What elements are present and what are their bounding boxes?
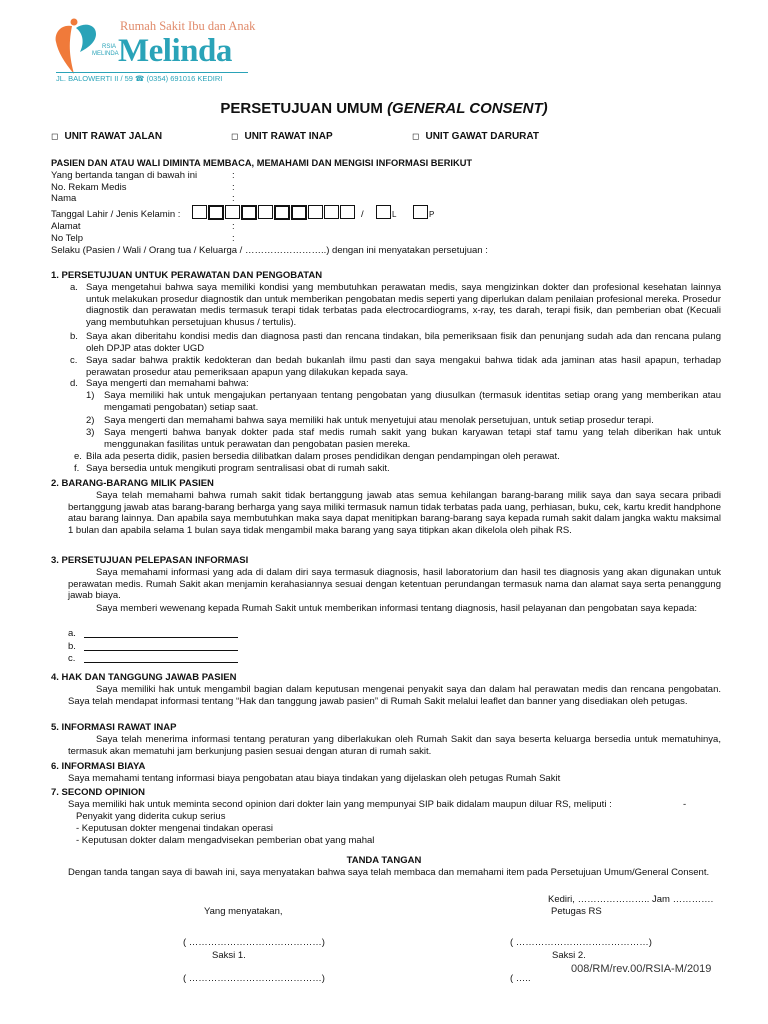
- phone-field[interactable]: :: [232, 233, 235, 244]
- recipient-a-field[interactable]: [84, 637, 238, 638]
- section-1-item-a: Saya mengetahui bahwa saya memiliki kondisi yang membutuhkan perawatan medis, saya mengizinkan dokter dan profesional kesehatan lainnya untuk melakukan prosedur diagnostik dan untuk memberikan pengobatan medis seperti yang diperlukan dalam penilaian profesional mereka. Prosedur diagnostik dan perawatan medis termasuk terapi tidak terbatas pada electrocardiograms, x-ray, tes darah, terapi fisik, dan pemberian obat (Kecuali yang membutuhkan persetujuan khusus / tertulis).: [86, 282, 721, 329]
- section-1-item-d3: Saya mengerti bahwa banyak dokter pada staf medis rumah sakit yang bukan karyawan tetapi staf tamu yang telah diberikan hak untuk menggunakan fasilitas untuk perawatan dan pengobatan pasien mereka.: [104, 427, 721, 450]
- relationship-statement: Selaku (Pasien / Wali / Orang tua / Keluarga / ……………………..) dengan ini menyatakan persetujuan :: [51, 245, 488, 256]
- form-code: 008/RM/rev.00/RSIA-M/2019: [571, 963, 712, 975]
- dob-label: Tanggal Lahir / Jenis Kelamin :: [51, 209, 181, 220]
- section-6-title: 6. INFORMASI BIAYA: [51, 761, 146, 772]
- section-1-item-d1: Saya memiliki hak untuk mengajukan pertanyaan tentang pengobatan yang diusulkan (termasuk identitas setiap orang yang memberikan atau mengamati pengobatan) setiap saat.: [104, 390, 721, 413]
- section-2-text: Saya telah memahami bahwa rumah sakit tidak bertanggung jawab atas semua kehilangan barang-barang milik saya dan saya secara pribadi bertanggung jawab atas barang-barang berharga yang saya miliki termasuk namun tidak terbatas pada uang, perhiasan, buku, cek, kartu kredit handphone atau barang lainnya. Dan apabila saya membutuhkan maka saya dapat menitipkan barang-barang saya kepada rumah sakit dalam jangka waktu maksimal 1 bulan dan apabila selama 1 bulan saya tidak mengambil maka barang yang saya titipkan akan dikelola oleh pihak RS.: [68, 490, 721, 537]
- declarant-signature-field[interactable]: ( ……………………………………): [183, 937, 325, 948]
- section-2-title: 2. BARANG-BARANG MILIK PASIEN: [51, 478, 214, 489]
- phone-label: No Telp: [51, 233, 84, 244]
- patient-info-heading: PASIEN DAN ATAU WALI DIMINTA MEMBACA, MEMAHAMI DAN MENGISI INFORMASI BERIKUT: [51, 158, 473, 168]
- hospital-subtitle: Rumah Sakit Ibu dan Anak: [120, 19, 256, 33]
- section-5-title: 5. INFORMASI RAWAT INAP: [51, 722, 177, 733]
- address-label: Alamat: [51, 221, 81, 232]
- section-4-text: Saya memiliki hak untuk mengambil bagian dalam keputusan mengenai penyakit saya dan dalam hal perawatan medis dan rencana pengobatan. Saya telah mendapat informasi tentang “Hak dan tanggung jawab pasien” di Rumah Sakit melalui leaflet dan banner yang disediakan oleh petugas.: [68, 684, 721, 707]
- rsia-label: RSIA MELINDA: [92, 44, 119, 57]
- gender-female-checkbox[interactable]: P: [413, 205, 434, 219]
- dob-boxes[interactable]: [192, 205, 356, 220]
- document-title: PERSETUJUAN UMUM (GENERAL CONSENT): [220, 100, 548, 117]
- section-3-paragraph-2: Saya memberi wewenang kepada Rumah Sakit untuk memberikan informasi tentang diagnosis, hasil pelayanan dan pengobatan saya kepada:: [96, 603, 697, 614]
- witness-2-signature-field[interactable]: ( …..: [510, 973, 531, 984]
- section-1-item-d2: Saya mengerti dan memahami bahwa saya memiliki hak untuk menyetujui atau menolak persetujuan, untuk setiap prosedur terapi.: [104, 415, 654, 426]
- section-7-title: 7. SECOND OPINION: [51, 787, 145, 798]
- witness-1-signature-field[interactable]: ( ……………………………………): [183, 973, 325, 984]
- address-field[interactable]: :: [232, 221, 235, 232]
- gender-male-checkbox[interactable]: L: [376, 205, 396, 219]
- recipient-b-field[interactable]: [84, 650, 238, 651]
- section-3-title: 3. PERSETUJUAN PELEPASAN INFORMASI: [51, 555, 249, 566]
- section-1-item-c: Saya sadar bahwa praktik kedokteran dan bedah bukanlah ilmu pasti dan saya mengakui bahwa tidak ada jaminan atas hasil apapun, terhadap perawatan prosedur atau pemeriksaan apapun yang dilakukan kepada saya.: [86, 355, 721, 378]
- witness-2-label: Saksi 2.: [552, 950, 586, 961]
- section-3-paragraph-1: Saya memahami informasi yang ada di dalam diri saya termasuk diagnosis, hasil laboratorium dan hasil tes diagnosis yang akan digunakan untuk perawatan medis. Rumah Sakit akan menjamin kerahasiannya sesuai dengan ketentuan perundangan termasuk nama dan alamat saya serta penanggung jawab biaya.: [68, 567, 721, 602]
- section-1-item-d: Saya mengerti dan memahami bahwa:: [86, 378, 249, 389]
- officer-signature-field[interactable]: ( ……………………………………): [510, 937, 652, 948]
- mrn-label: No. Rekam Medis: [51, 182, 127, 193]
- signature-heading: TANDA TANGAN: [346, 855, 422, 866]
- unit-option-outpatient[interactable]: ◻ UNIT RAWAT JALAN: [51, 131, 163, 142]
- section-1-item-f: Saya bersedia untuk mengikuti program sentralisasi obat di rumah sakit.: [86, 463, 390, 474]
- section-1-item-b: Saya akan diberitahu kondisi medis dan diagnosa pasti dan rencana tindakan, bila pemeriksaan fisik dan penunjang sudah ada dan rencana pulang oleh DPJP atas dokter UGD: [86, 331, 721, 354]
- section-4-title: 4. HAK DAN TANGGUNG JAWAB PASIEN: [51, 672, 237, 683]
- second-opinion-item-3: - Keputusan dokter dalam mengadvisekan pemberian obat yang mahal: [76, 835, 375, 846]
- section-6-text: Saya memahami tentang informasi biaya pengobatan atau biaya tindakan yang dijelaskan oleh petugas Rumah Sakit: [68, 773, 561, 784]
- officer-label: Petugas RS: [551, 906, 602, 917]
- place-date-field[interactable]: Kediri, ………………….. Jam ………….: [548, 894, 714, 905]
- unit-option-inpatient[interactable]: ◻ UNIT RAWAT INAP: [231, 131, 333, 142]
- name-label: Nama: [51, 193, 77, 204]
- witness-1-label: Saksi 1.: [212, 950, 246, 961]
- section-1-title: 1. PERSETUJUAN UNTUK PERAWATAN DAN PENGOBATAN: [51, 270, 323, 281]
- second-opinion-item-1: Penyakit yang diderita cukup serius: [76, 811, 226, 822]
- hospital-address: JL. BALOWERTI II / 59 ☎ (0354) 691016 KEDIRI: [56, 72, 248, 83]
- name-field[interactable]: :: [232, 193, 235, 204]
- section-7-text: Saya memiliki hak untuk meminta second opinion dari dokter lain yang mempunyai SIP baik didalam maupun diluar RS, meliputi :: [68, 799, 612, 810]
- mrn-field[interactable]: :: [232, 182, 235, 193]
- section-5-text: Saya telah menerima informasi tentang peraturan yang diberlakukan oleh Rumah Sakit dan saya beserta keluarga bersedia untuk mematuhinya, termasuk akan mematuhi jam berkunjung pasien sesuai dengan aturan di rumah sakit.: [68, 734, 721, 757]
- signer-label: Yang bertanda tangan di bawah ini: [51, 170, 198, 181]
- unit-option-emergency[interactable]: ◻ UNIT GAWAT DARURAT: [412, 131, 539, 142]
- second-opinion-item-2: - Keputusan dokter mengenai tindakan operasi: [76, 823, 273, 834]
- recipient-c-field[interactable]: [84, 662, 238, 663]
- section-1-item-e: Bila ada peserta didik, pasien bersedia dilibatkan dalam proses pendidikan dengan pendampingan oleh perawat.: [86, 451, 560, 462]
- hospital-name: Melinda: [118, 33, 232, 69]
- declarant-label: Yang menyatakan,: [204, 906, 283, 917]
- signature-statement: Dengan tanda tangan saya di bawah ini, saya menyatakan bahwa saya telah membaca dan memahami item pada Persetujuan Umum/General Consent.: [68, 867, 710, 878]
